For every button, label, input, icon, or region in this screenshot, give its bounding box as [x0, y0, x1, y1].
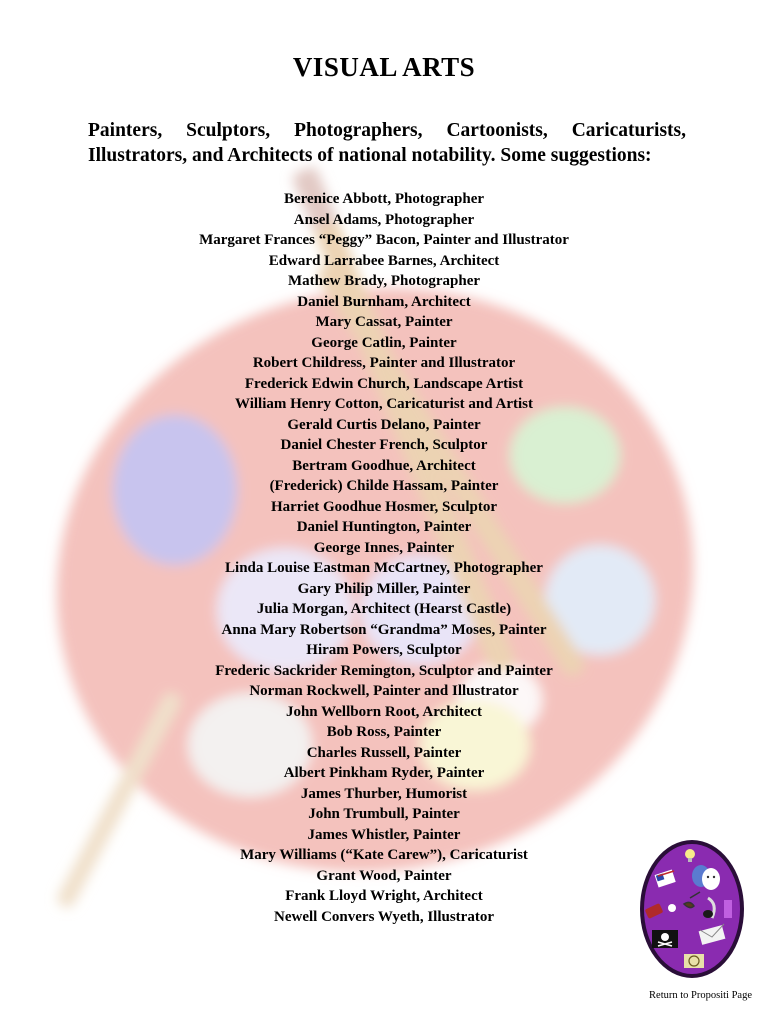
artist-list-item: Anna Mary Robertson “Grandma” Moses, Painter — [221, 621, 547, 638]
jolly-roger-flag-icon — [652, 930, 678, 948]
artist-list-item: Berenice Abbott, Photographer — [283, 191, 485, 207]
page-title: VISUAL ARTS — [292, 52, 476, 82]
artist-list — [0, 189, 768, 927]
artist-list-item: Frederick Edwin Church, Landscape Artist — [244, 375, 524, 392]
artist-list-item: (Frederick) Childe Hassam, Painter — [269, 478, 499, 494]
artist-list-item: Julia Morgan, Architect (Hearst Castle) — [256, 601, 512, 617]
artist-list-item: Daniel Huntington, Painter — [296, 519, 472, 535]
artist-list-item: Edward Larrabee Barnes, Architect — [268, 252, 500, 269]
artist-list-item: Charles Russell, Painter — [306, 744, 462, 761]
artist-list-item: Gary Philip Miller, Painter — [297, 580, 471, 597]
artist-list-item: Albert Pinkham Ryder, Painter — [283, 765, 485, 781]
artist-list-item: Mathew Brady, Photographer — [287, 273, 481, 289]
artist-list-item: Bertram Goodhue, Architect — [292, 457, 476, 474]
baseball-icon — [668, 904, 676, 912]
artist-list-item: Linda Louise Eastman McCartney, Photographer — [225, 560, 543, 576]
artist-list-item: Daniel Chester French, Sculptor — [280, 437, 488, 453]
artist-list-item: Norman Rockwell, Painter and Illustrator — [249, 683, 519, 699]
artist-list-item: Margaret Frances “Peggy” Bacon, Painter and Illustrator — [199, 232, 569, 248]
compass-icon — [684, 954, 704, 968]
artist-list-item: Gerald Curtis Delano, Painter — [287, 416, 481, 433]
artist-list-item: Newell Convers Wyeth, Illustrator — [274, 908, 494, 925]
return-to-propositi-link[interactable]: Return to Propositi Page — [649, 990, 752, 1001]
artist-list-item: James Thurber, Humorist — [300, 785, 468, 802]
artist-list-item: Frank Lloyd Wright, Architect — [285, 888, 483, 904]
artist-list-item: John Wellborn Root, Architect — [285, 703, 483, 720]
artist-list-item: Hiram Powers, Sculptor — [306, 642, 462, 658]
artist-list-item: William Henry Cotton, Caricaturist and Artist — [234, 396, 534, 412]
artist-list-item: Robert Childress, Painter and Illustrator — [252, 355, 516, 371]
artist-list-item: Bob Ross, Painter — [326, 724, 442, 740]
artist-list-item: George Catlin, Painter — [311, 334, 457, 351]
artist-list-item: Daniel Burnham, Architect — [297, 293, 471, 310]
artist-list-item: Ansel Adams, Photographer — [293, 211, 475, 228]
artist-list-item: Mary Williams (“Kate Carew”), Caricaturist — [240, 847, 528, 863]
intro-paragraph: Painters, Sculptors, Photographers, Cartoonists, Caricaturists, Illustrators, and Architects of national notability. Some suggestions: — [88, 120, 686, 166]
propositi-emblem-icon[interactable] — [638, 838, 746, 980]
bookmark-icon — [724, 900, 732, 918]
artist-list-item: James Whistler, Painter — [307, 826, 461, 843]
artist-list-item: Harriet Goodhue Hosmer, Sculptor — [270, 498, 498, 515]
artist-list-item: Grant Wood, Painter — [316, 867, 452, 884]
artist-list-item: George Innes, Painter — [313, 539, 455, 556]
artist-list-item: Mary Cassat, Painter — [315, 314, 453, 330]
artist-list-item: Frederic Sackrider Remington, Sculptor and Painter — [215, 662, 553, 679]
artist-list-item: John Trumbull, Painter — [308, 806, 460, 822]
